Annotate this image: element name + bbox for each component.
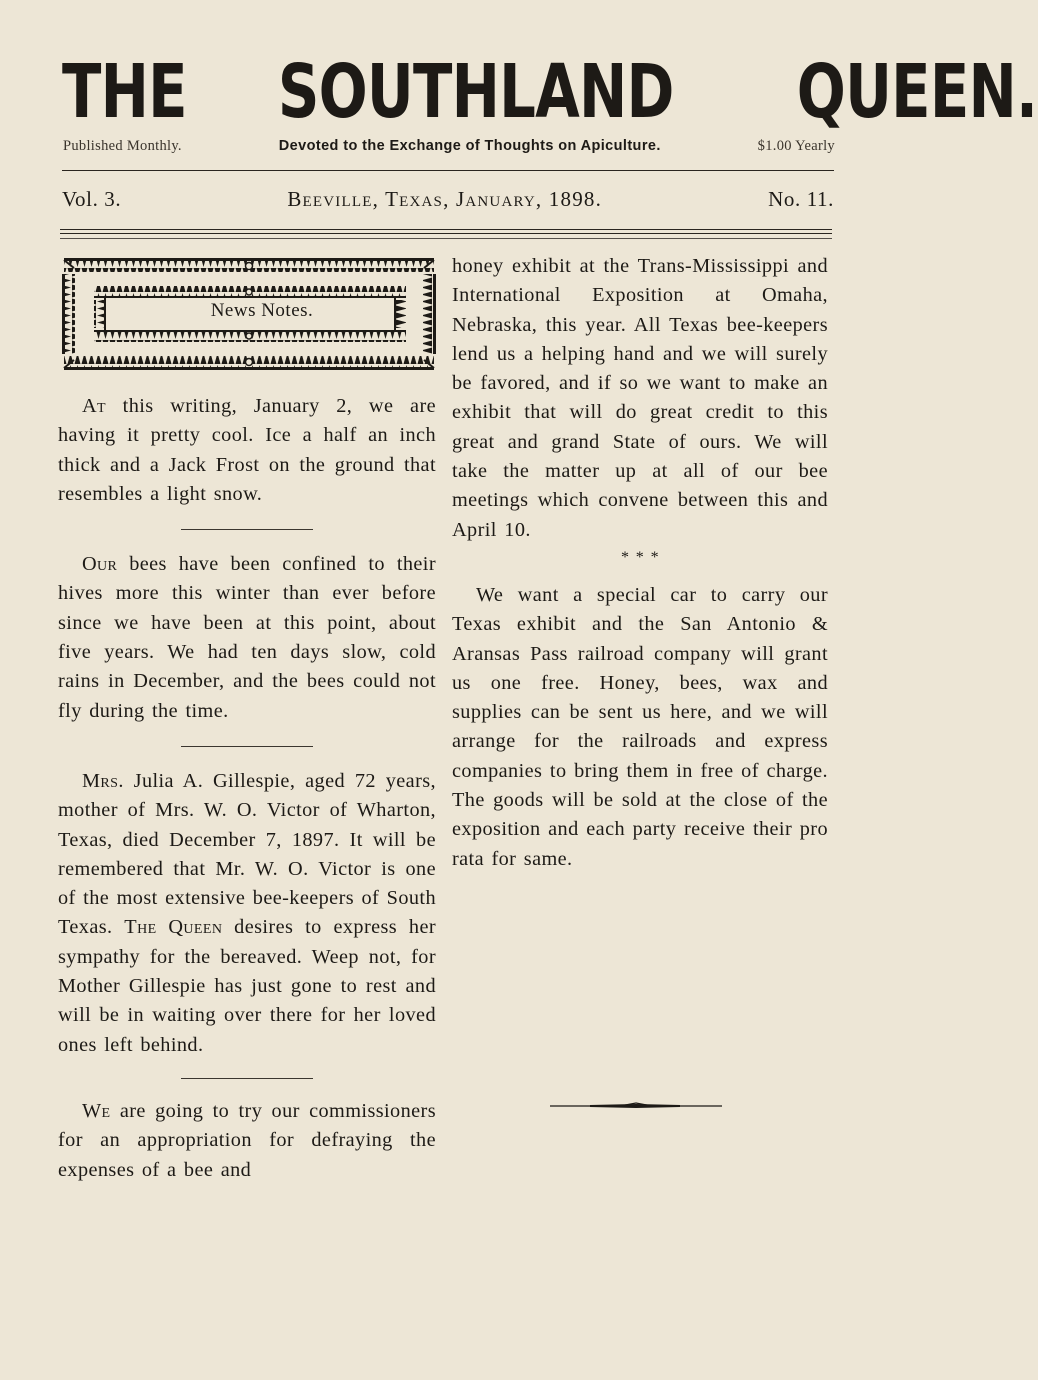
volume-number: Vol. 3.	[62, 186, 122, 211]
paragraph-text: bees have been confined to their hives more this winter than ever before since we have been at this point, about five years. We had ten days slow, cold rains in December, and the bees could not fly during the time.	[58, 553, 436, 722]
paragraph-lead: Mrs.	[82, 769, 124, 792]
paragraph-lead: We	[82, 1099, 111, 1122]
double-rule	[60, 229, 832, 234]
publication-name: The Queen	[124, 916, 223, 939]
news-paragraph: We want a special car to carry our Texas exhibit and the San Antonio & Aransas Pass railroad company will grant us one free. Honey, bees, wax and supplies can be sent us here, and we will arrange for the railroads and express companies to bring them in free of charge. The goods will be sold at the close of the exposition and each party receive their pro rata for same.	[452, 583, 828, 870]
asterism-divider: * * *	[621, 548, 659, 566]
issue-number: No. 11.	[768, 186, 834, 211]
masthead-word: SOUTHLAND	[277, 49, 674, 135]
masthead-word: THE	[62, 49, 187, 135]
news-notes-banner	[60, 256, 438, 372]
section-title: News Notes.	[210, 300, 314, 321]
dateline: Beeville, Texas, January, 1898.	[287, 186, 603, 211]
continued-paragraph: honey exhibit at the Trans-Mississippi and International Exposition at Omaha, Nebraska, this year. All Texas bee-keepers lend us a helping hand and we will surely be favored, and if so we want to make an exhibit that will do great credit to this great and grand State of ours. We will take the matter up at all of our bee meetings which convene between this and April 10.	[452, 255, 828, 541]
subscription-price: $1.00 Yearly	[757, 137, 835, 154]
news-paragraph	[58, 767, 436, 1060]
news-paragraph	[58, 1097, 436, 1185]
issue-line	[62, 184, 834, 214]
paragraph-text: Julia A. Gillespie, aged 72 years, mother of Mrs. W. O. Victor of Wharton, Texas, died December 7, 1897. It will be remembered that Mr. W. O. Victor is one of the most extensive bee-keepers of South Texas.	[58, 769, 436, 939]
right-column	[452, 252, 828, 874]
paragraph-lead: Our	[82, 553, 118, 576]
thin-rule	[60, 238, 832, 239]
masthead-title	[62, 49, 1038, 135]
end-ornament-icon	[550, 1101, 722, 1111]
masthead-word: QUEEN.	[797, 49, 1038, 135]
left-column	[58, 392, 436, 1185]
masthead-subline	[63, 135, 835, 157]
paragraph-text: this writing, January 2, we are having it pretty cool. Ice a half an inch thick and a Jack Frost on the ground that resembles a light snow.	[58, 395, 436, 505]
news-paragraph	[58, 550, 436, 726]
masthead-rule	[62, 170, 834, 171]
paragraph-lead: At	[82, 395, 106, 417]
masthead-motto: Devoted to the Exchange of Thoughts on Apiculture.	[278, 138, 661, 154]
paragraph-text: desires to express her sympathy for the bereaved. Weep not, for Mother Gillespie has just gone to rest and will be in waiting over there for her loved ones left behind.	[58, 916, 437, 1056]
publication-frequency: Published Monthly.	[63, 137, 182, 154]
news-paragraph	[58, 392, 436, 509]
paragraph-text: are going to try our commissioners for an appropriation for defraying the expenses of a bee and	[58, 1099, 436, 1181]
